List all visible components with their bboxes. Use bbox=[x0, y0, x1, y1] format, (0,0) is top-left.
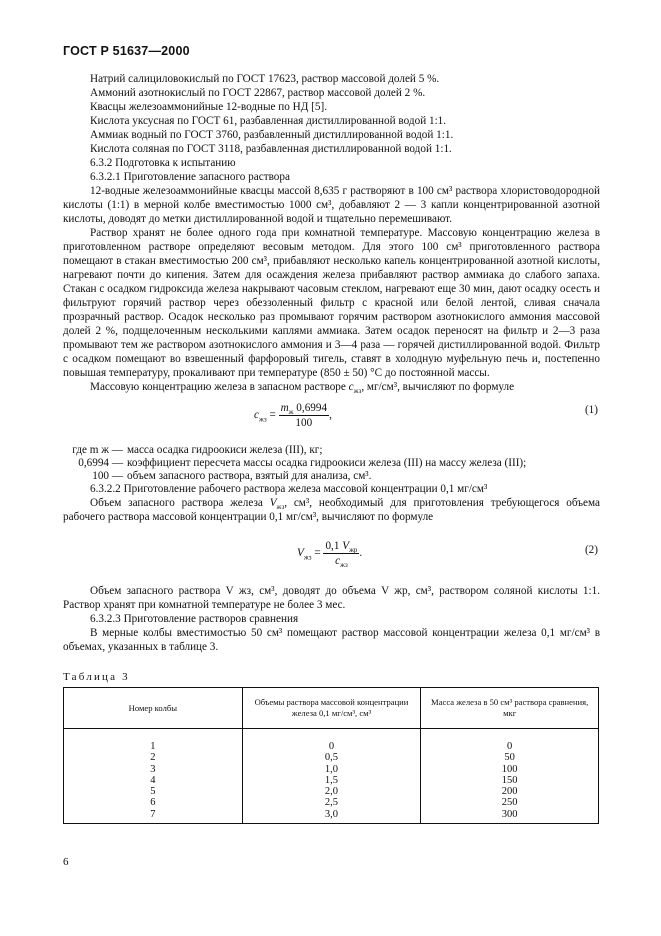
col-flask-numbers bbox=[64, 737, 243, 824]
definition-symbol: 100 — bbox=[92, 470, 123, 482]
table-cell: 150 bbox=[501, 774, 518, 786]
table-cell: 7 bbox=[150, 808, 156, 820]
symbol: c bbox=[348, 381, 354, 393]
num-subscript: ж bbox=[288, 408, 294, 417]
formula-1: $c_{жз}$ = $\frac{m_ж 0,6994}{100}$ , bbox=[254, 402, 332, 429]
den-subscript: жз bbox=[340, 561, 348, 570]
paragraph-text bbox=[63, 496, 600, 524]
page-number: 6 bbox=[63, 856, 69, 868]
den-symbol: c bbox=[335, 555, 341, 567]
where-definitions bbox=[63, 444, 526, 483]
table-caption: Таблица 3 bbox=[63, 671, 130, 683]
definition-text: масса осадка гидроокиси железа (III), кг; bbox=[127, 444, 323, 456]
text-part: Объем запасного раствора железа bbox=[90, 497, 270, 509]
formula-lhs: c bbox=[254, 409, 259, 422]
definition-text: коэффициент пересчета массы осадка гидроокиси железа (III) на массу железа (III); bbox=[127, 457, 527, 469]
denominator bbox=[335, 554, 348, 570]
table-cell: 0 bbox=[507, 741, 513, 752]
column-header: Объемы раствора массовой концентрации железа 0,1 мг/см³, см³ bbox=[242, 688, 421, 729]
spacer-cell bbox=[242, 729, 421, 738]
definition-row bbox=[63, 444, 526, 457]
table-cell: 2,0 bbox=[324, 786, 339, 798]
table-3 bbox=[63, 687, 599, 824]
table-cell: 0,5 bbox=[324, 752, 339, 764]
table-cell: 200 bbox=[501, 786, 518, 798]
reagent-line: Кислота уксусная по ГОСТ 61, разбавленная дистиллированной водой 1:1. bbox=[90, 115, 447, 127]
num-prefix: 0,1 bbox=[325, 540, 343, 552]
definition-text: объем запасного раствора, взятый для анализа, см³. bbox=[127, 470, 372, 482]
reagent-line: Аммоний азотнокислый по ГОСТ 22867, раствор массовой долей 2 %. bbox=[90, 87, 426, 99]
table-cell: 2,5 bbox=[324, 797, 339, 809]
text-part: , мг/см³, вычисляют по формуле bbox=[361, 381, 515, 393]
reagent-line: Кислота соляная по ГОСТ 3118, разбавленная дистиллированной водой 1:1. bbox=[90, 143, 452, 155]
col-volumes bbox=[242, 737, 421, 824]
table-header-row bbox=[64, 688, 599, 729]
formula-tail: . bbox=[359, 547, 363, 560]
numerator bbox=[279, 402, 330, 416]
column-header: Масса железа в 50 см³ раствора сравнения, мкг bbox=[421, 688, 599, 729]
definition-symbol: где m ж — bbox=[72, 444, 123, 456]
reagent-line: Натрий салициловокислый по ГОСТ 17623, раствор массовой долей 5 %. bbox=[90, 73, 440, 85]
table-cell: 50 bbox=[504, 752, 515, 764]
equation-number: (1) bbox=[584, 404, 598, 416]
paragraph-text: Раствор хранят не более одного года при комнатной температуре. Массовую концентрацию железа в приготовленном растворе определяют весовым методом. Для этого 100 см³ приготовленного раствора помещают в стакан вместимостью 200 см³, прибавляют несколько капель концентрированной азотной кислоты, нагревают почти до кипения. Затем для осаждения железа прибавляют раствор аммиака до слабого запаха. Стакан с осадком гидроксида железа накрывают часовым стеклом, нагревают еще 30 мин, дают осадку осесть и фильтруют горячий раствор через обеззоленный фильтр с красной или белой лентой, сливая сначала прозрачный раствор. Осадок несколько раз промывают горячим раствором азотнокислого аммония массовой долей 2 %, подщелоченным несколькими каплями аммиака. Затем осадок переносят на фильтр и 2—3 раза промывают тем же раствором азотнокислого аммония и 3—4 раза — горячей дистиллированной водой. Фильтр с осадком помещают во взвешенный фарфоровый тигель, ставят в холодную муфельную печь и, постепенно повышая температуру, прокаливают при температуре (850 ± 50) °С до постоянной массы. bbox=[63, 227, 600, 379]
table-cell: 5 bbox=[150, 786, 156, 798]
table-cell: 3 bbox=[150, 763, 156, 775]
num-symbol: m bbox=[280, 402, 289, 414]
section-heading: 6.3.2 Подготовка к испытанию bbox=[90, 157, 236, 169]
paragraph-text: Объем запасного раствора V жз, см³, доводят до объема V жр, см³, раствором соляной кислоты 1:1. Раствор хранят при комнатной температуре не более 3 мес. bbox=[63, 585, 600, 611]
paragraph-comparison bbox=[63, 626, 600, 654]
page-header: ГОСТ Р 51637—2000 bbox=[63, 44, 190, 58]
paragraph-formula1-intro bbox=[90, 380, 514, 394]
table-cell: 4 bbox=[150, 774, 156, 786]
numerator bbox=[323, 540, 359, 554]
num-rest: 0,6994 bbox=[293, 402, 328, 414]
section-heading: 6.3.2.3 Приготовление растворов сравнения bbox=[90, 613, 299, 625]
definition-row bbox=[63, 457, 526, 470]
table-cell: 2 bbox=[150, 752, 156, 764]
symbol-subscript: жз bbox=[353, 387, 362, 396]
section-heading: 6.3.2.2 Приготовление рабочего раствора железа массовой концентрации 0,1 мг/см³ bbox=[90, 483, 488, 495]
spacer-cell bbox=[64, 729, 243, 738]
text-part: , см³, необходимый для приготовления требующегося объема рабочего раствора массовой концентрации 0,1 мг/см³, вычисляют по формуле bbox=[63, 497, 600, 523]
paragraph-text: В мерные колбы вместимостью 50 см³ помещают раствор массовой концентрации железа 0,1 мг/см³ в объемах, указанных в таблице 3. bbox=[63, 627, 600, 653]
column-header: Номер колбы bbox=[64, 688, 243, 729]
equation-number: (2) bbox=[584, 544, 598, 556]
formula-2: $V_{жз}$ = $\frac{0,1 V_{жр}}{c_{жз}}$ . bbox=[297, 540, 363, 570]
formula-lhs: V bbox=[297, 547, 304, 560]
paragraph-storage bbox=[63, 226, 600, 380]
formula-lhs-sub: жз bbox=[258, 415, 267, 424]
paragraph-volume bbox=[63, 584, 600, 612]
num-subscript: жр bbox=[349, 546, 358, 555]
symbol: V bbox=[269, 497, 277, 509]
table-cell: 300 bbox=[501, 808, 518, 820]
spacer-cell bbox=[421, 729, 599, 738]
denominator: 100 bbox=[295, 417, 313, 429]
formula-lhs-sub: жз bbox=[303, 553, 312, 562]
definition-symbol: 0,6994 — bbox=[78, 457, 123, 469]
formula-tail: , bbox=[329, 409, 332, 422]
paragraph-text: 12-водные железоаммонийные квасцы массой 8,635 г растворяют в 100 см³ раствора хлористоводородной кислоты (1:1) в мерной колбе вместимостью 1000 см³, добавляют 2 — 3 капли концентрированной азотной кислоты, доводят до метки дистиллированной водой и тщательно перемешивают. bbox=[63, 185, 600, 225]
table-cell: 3,0 bbox=[324, 808, 339, 820]
table-cell: 1,5 bbox=[324, 774, 339, 786]
reagent-line: Квасцы железоаммонийные 12-водные по НД [5]. bbox=[90, 101, 328, 113]
symbol-subscript: жз bbox=[276, 503, 285, 512]
table-cell: 1,0 bbox=[324, 763, 339, 775]
table-cell: 1 bbox=[150, 741, 156, 752]
table-cell: 100 bbox=[501, 763, 518, 775]
table-body bbox=[64, 737, 599, 824]
reagent-line: Аммиак водный по ГОСТ 3760, разбавленный дистиллированной водой 1:1. bbox=[90, 129, 454, 141]
col-iron-mass bbox=[421, 737, 599, 824]
paragraph-formula2-intro bbox=[63, 496, 600, 524]
table-cell: 250 bbox=[501, 797, 518, 809]
text-part: Массовую концентрацию железа в запасном растворе bbox=[90, 381, 349, 393]
section-heading: 6.3.2.1 Приготовление запасного раствора bbox=[90, 171, 290, 183]
table-cell: 0 bbox=[328, 741, 335, 752]
table-cell: 6 bbox=[150, 797, 156, 809]
paragraph-stock-solution bbox=[63, 184, 600, 226]
num-symbol: V bbox=[342, 540, 350, 552]
fraction bbox=[279, 402, 330, 429]
